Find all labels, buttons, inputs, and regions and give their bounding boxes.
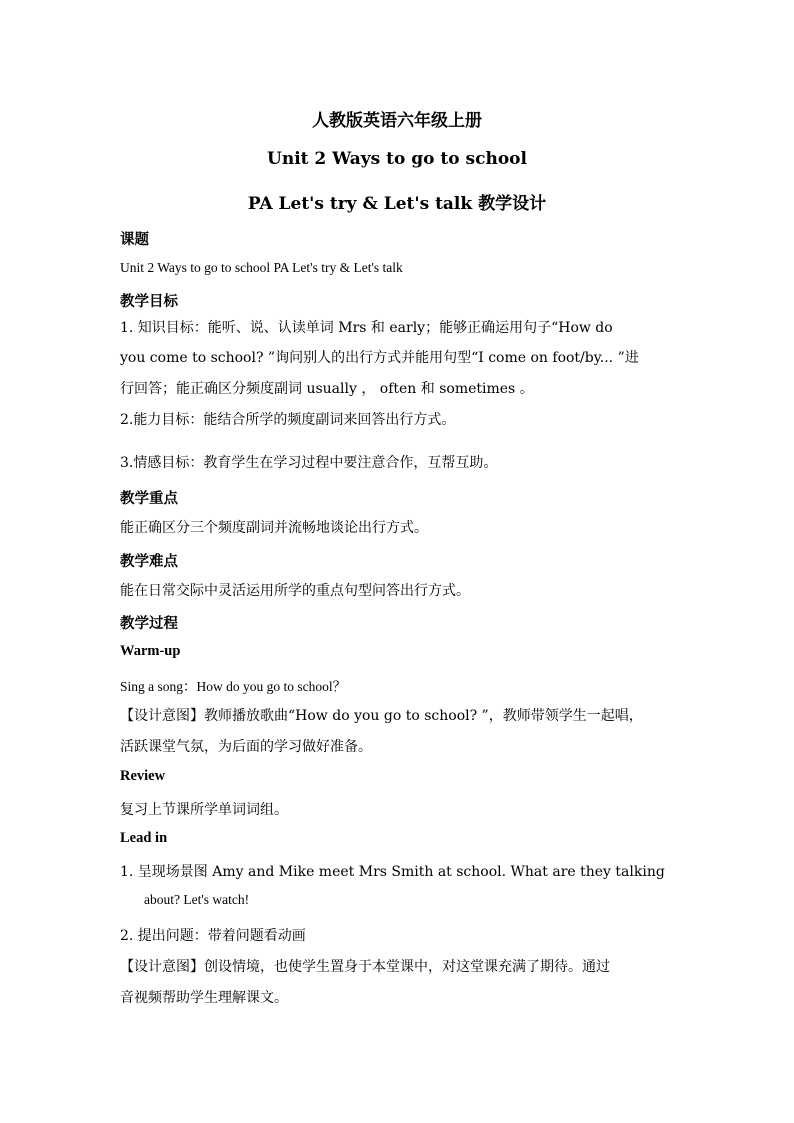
- document-title: 人教版英语六年级上册: [312, 111, 482, 131]
- review-text: 复习上节课所学单词词组。: [120, 802, 288, 818]
- review-heading: Review: [120, 768, 166, 784]
- topic-text: Unit 2 Ways to go to school PA Let's try & Let's talk: [120, 260, 403, 275]
- leadin-heading: Lead in: [120, 830, 168, 846]
- unit-title: Unit 2 Ways to go to school: [267, 149, 527, 169]
- goals-heading: 教学目标: [120, 293, 178, 310]
- leadin-intent-line1: 【设计意图】创设情境，也使学生置身于本堂课中，对这堂课充满了期待。通过: [120, 959, 610, 975]
- key-points-heading: 教学重点: [120, 490, 178, 507]
- goal1-line3: 行回答；能正确区分频度副词 usually ， often 和 sometimes 。: [120, 381, 534, 397]
- leadin-intent-line2: 音视频帮助学生理解课文。: [120, 990, 288, 1006]
- goal3-text: 3.情感目标：教育学生在学习过程中要注意合作，互帮互助。: [120, 455, 498, 471]
- difficulty-heading: 教学难点: [120, 553, 178, 570]
- warmup-intent-line2: 活跃课堂气氛，为后面的学习做好准备。: [120, 739, 372, 755]
- leadin-item1-line2: about? Let's watch!: [144, 892, 250, 907]
- goal1-line1: 1. 知识目标：能听、说、认读单词 Mrs 和 early；能够正确运用句子“How do: [120, 320, 613, 336]
- warmup-text: Sing a song：How do you go to school？: [120, 679, 347, 694]
- goal1-line2: you come to school? ”询问别人的出行方式并能用句型“I come on foot/by... ”进: [120, 350, 639, 366]
- goal2-text: 2.能力目标：能结合所学的频度副词来回答出行方式。: [120, 412, 456, 428]
- leadin-item2: 2. 提出问题：带着问题看动画: [120, 928, 306, 944]
- lesson-title: PA Let's try & Let's talk 教学设计: [247, 194, 547, 214]
- process-heading: 教学过程: [120, 615, 178, 632]
- key-points-text: 能正确区分三个频度副词并流畅地谈论出行方式。: [120, 520, 428, 536]
- topic-heading: 课题: [120, 231, 149, 248]
- leadin-item1-line1: 1. 呈现场景图 Amy and Mike meet Mrs Smith at school. What are they talking: [120, 864, 665, 880]
- warmup-heading: Warm-up: [120, 643, 181, 659]
- difficulty-text: 能在日常交际中灵活运用所学的重点句型问答出行方式。: [120, 583, 470, 599]
- warmup-intent-line1: 【设计意图】教师播放歌曲“How do you go to school? ”，教师带领学生一起唱，: [120, 708, 643, 724]
